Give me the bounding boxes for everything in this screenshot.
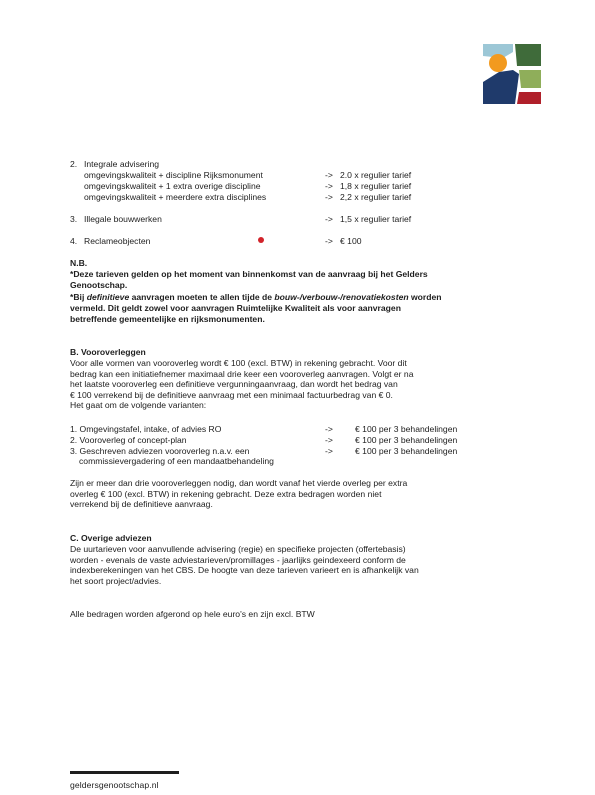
nb-italic-text: definitieve xyxy=(86,292,130,302)
rate-value: € 100 per 3 behandelingen xyxy=(355,424,458,434)
paragraph-line: Voor alle vormen van vooroverleg wordt € 100 (excl. BTW) in rekening gebracht. Voor dit xyxy=(70,358,407,368)
rate-value: € 100 per 3 behandelingen xyxy=(355,435,458,445)
nb-italic-text: bouw-/verbouw-/renovatiekosten xyxy=(274,292,409,302)
arrow: -> xyxy=(325,424,333,434)
nb-line xyxy=(70,292,442,303)
paragraph-line: worden - evenals de vaste adviestarieven/promillages - jaarlijks geindexeerd conform de xyxy=(70,554,406,565)
nb-heading: N.B. xyxy=(70,258,88,268)
list-item-title: Illegale bouwwerken xyxy=(84,214,162,224)
arrow: -> xyxy=(325,192,333,202)
paragraph-line: het laatste vooroverleg een definitieve vergunningaanvraag, dan wordt het bedrag van xyxy=(70,379,398,390)
list-item-title: Reclameobjecten xyxy=(84,236,151,246)
paragraph-line: indexberekeningen van het CBS. De hoogte van deze tarieven varieert en is afhankelijk van xyxy=(70,565,419,576)
nb-text: worden xyxy=(408,292,442,302)
list-number: 2. xyxy=(70,159,78,169)
paragraph-line: het soort project/advies. xyxy=(70,575,162,586)
paragraph-line: De uurtarieven voor aanvullende advisering (regie) en specifieke projecten (offertebasis) xyxy=(70,544,406,554)
rate-value: 1,5 x regulier tarief xyxy=(340,214,412,224)
arrow: -> xyxy=(325,446,333,456)
paragraph-line: € 100 verrekend bij de definitieve aanvraag met een minimaal factuurbedrag van € 0. xyxy=(70,389,393,400)
list-number: 3. xyxy=(70,214,78,224)
list-row-label: omgevingskwaliteit + 1 extra overige discipline xyxy=(84,181,261,191)
variant-label-continued: commissievergadering of een mandaatbehandeling xyxy=(79,456,274,466)
arrow: -> xyxy=(325,170,333,180)
nb-line: vermeld. Dit geldt zowel voor aanvragen Ruimtelijke Kwaliteit als voor aanvragen xyxy=(70,303,401,313)
list-item-title: Integrale advisering xyxy=(84,159,160,169)
nb-line: betreffende gemeentelijke en rijksmonumenten. xyxy=(70,314,265,324)
rate-value: 2,2 x regulier tarief xyxy=(340,192,412,202)
section-b-paragraph-2 xyxy=(70,478,486,510)
variant-label: 3. Geschreven adviezen vooroverleg n.a.v. een xyxy=(70,446,250,456)
list-number: 4. xyxy=(70,236,78,246)
paragraph-line: overleg € 100 (excl. BTW) in rekening gebracht. Deze extra bedragen worden niet xyxy=(70,488,382,499)
rate-value: 1,8 x regulier tarief xyxy=(340,181,412,191)
variant-label: 2. Vooroverleg of concept-plan xyxy=(70,435,187,445)
arrow: -> xyxy=(325,435,333,445)
section-b-heading: B. Vooroverleggen xyxy=(70,347,146,357)
red-bullet-icon xyxy=(258,237,264,243)
footer-divider xyxy=(70,771,179,774)
rate-value: 2.0 x regulier tarief xyxy=(340,170,412,180)
arrow: -> xyxy=(325,181,333,191)
nb-text: aanvragen moeten te allen tijde de xyxy=(129,292,275,302)
nb-line: *Deze tarieven gelden op het moment van binnenkomst van de aanvraag bij het Gelders xyxy=(70,269,428,279)
gelders-genootschap-logo xyxy=(483,44,541,104)
rate-value: € 100 per 3 behandelingen xyxy=(355,446,458,456)
list-row-label: omgevingskwaliteit + discipline Rijksmonument xyxy=(84,170,263,180)
section-c-heading: C. Overige adviezen xyxy=(70,533,152,543)
section-c-paragraph xyxy=(70,544,486,586)
section-b-paragraph xyxy=(70,358,486,411)
variant-label: 1. Omgevingstafel, intake, of advies RO xyxy=(70,424,222,434)
nb-text: *Bij xyxy=(70,292,87,302)
closing-note: Alle bedragen worden afgerond op hele euro's en zijn excl. BTW xyxy=(70,609,315,619)
nb-line: Genootschap. xyxy=(70,280,128,290)
footer-website-link[interactable]: geldersgenootschap.nl xyxy=(70,780,159,790)
paragraph-line: Het gaat om de volgende varianten: xyxy=(70,400,207,411)
arrow: -> xyxy=(325,236,333,246)
rate-value: € 100 xyxy=(340,236,362,246)
paragraph-line: Zijn er meer dan drie vooroverleggen nodig, dan wordt vanaf het vierde overleg per extra xyxy=(70,478,408,488)
list-row-label: omgevingskwaliteit + meerdere extra disciplines xyxy=(84,192,267,202)
arrow: -> xyxy=(325,214,333,224)
paragraph-line: verrekend bij de definitieve aanvraag. xyxy=(70,499,213,510)
paragraph-line: bedrag kan een initiatiefnemer maximaal drie keer een vooroverleg aanvragen. Volgt er na xyxy=(70,368,414,379)
